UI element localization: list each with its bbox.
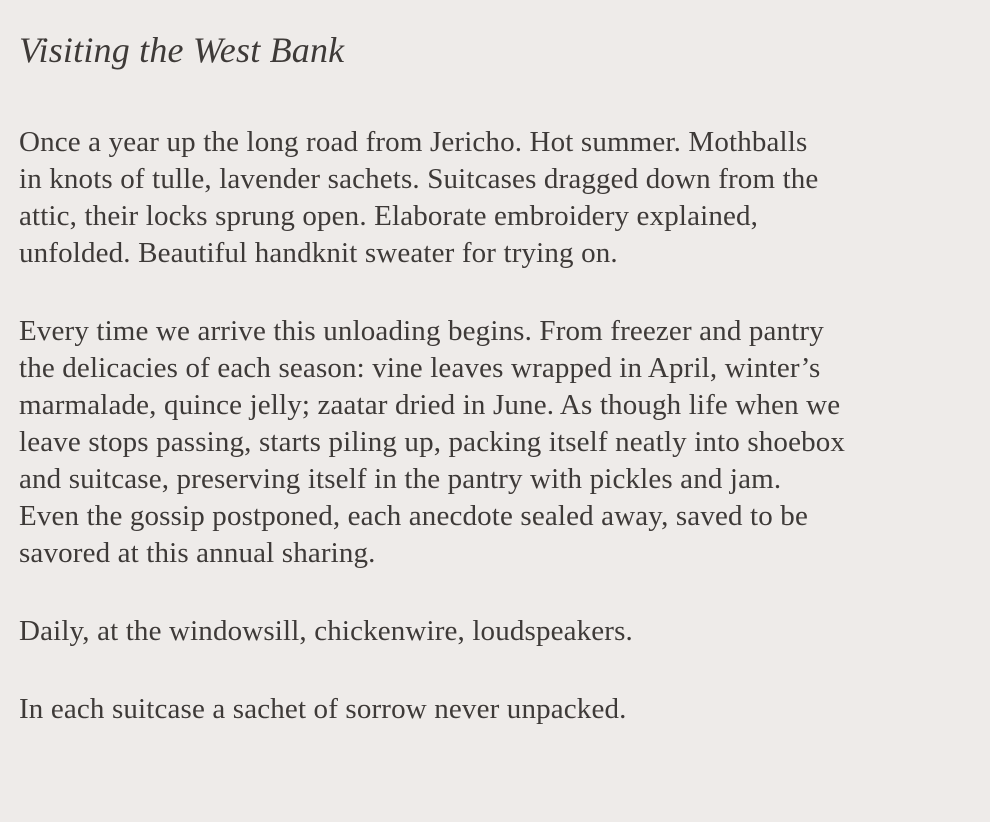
poem-body: [19, 124, 960, 728]
poem-line: In each suitcase a sachet of sorrow never unpacked.: [19, 693, 627, 725]
poem-line: marmalade, quince jelly; zaatar dried in June. As though life when we: [19, 389, 841, 421]
poem-line: Once a year up the long road from Jericho. Hot summer. Mothballs: [19, 126, 808, 158]
stanza-4: [19, 691, 960, 728]
poem-line: savored at this annual sharing.: [19, 537, 376, 569]
poem-line: Daily, at the windowsill, chickenwire, loudspeakers.: [19, 615, 633, 647]
stanza-1: [19, 124, 960, 272]
poem-title: Visiting the West Bank: [19, 30, 345, 70]
poem-line: in knots of tulle, lavender sachets. Suitcases dragged down from the: [19, 163, 819, 195]
poem-line: the delicacies of each season: vine leaves wrapped in April, winter’s: [19, 352, 821, 384]
stanza-2: [19, 313, 960, 572]
poem-line: leave stops passing, starts piling up, packing itself neatly into shoebox: [19, 426, 846, 458]
poem-line: attic, their locks sprung open. Elaborate embroidery explained,: [19, 200, 759, 232]
poem-line: and suitcase, preserving itself in the pantry with pickles and jam.: [19, 463, 782, 495]
poem-line: Every time we arrive this unloading begins. From freezer and pantry: [19, 315, 824, 347]
poem-line: unfolded. Beautiful handknit sweater for trying on.: [19, 237, 618, 269]
stanza-3: [19, 613, 960, 650]
poem-line: Even the gossip postponed, each anecdote sealed away, saved to be: [19, 500, 808, 532]
